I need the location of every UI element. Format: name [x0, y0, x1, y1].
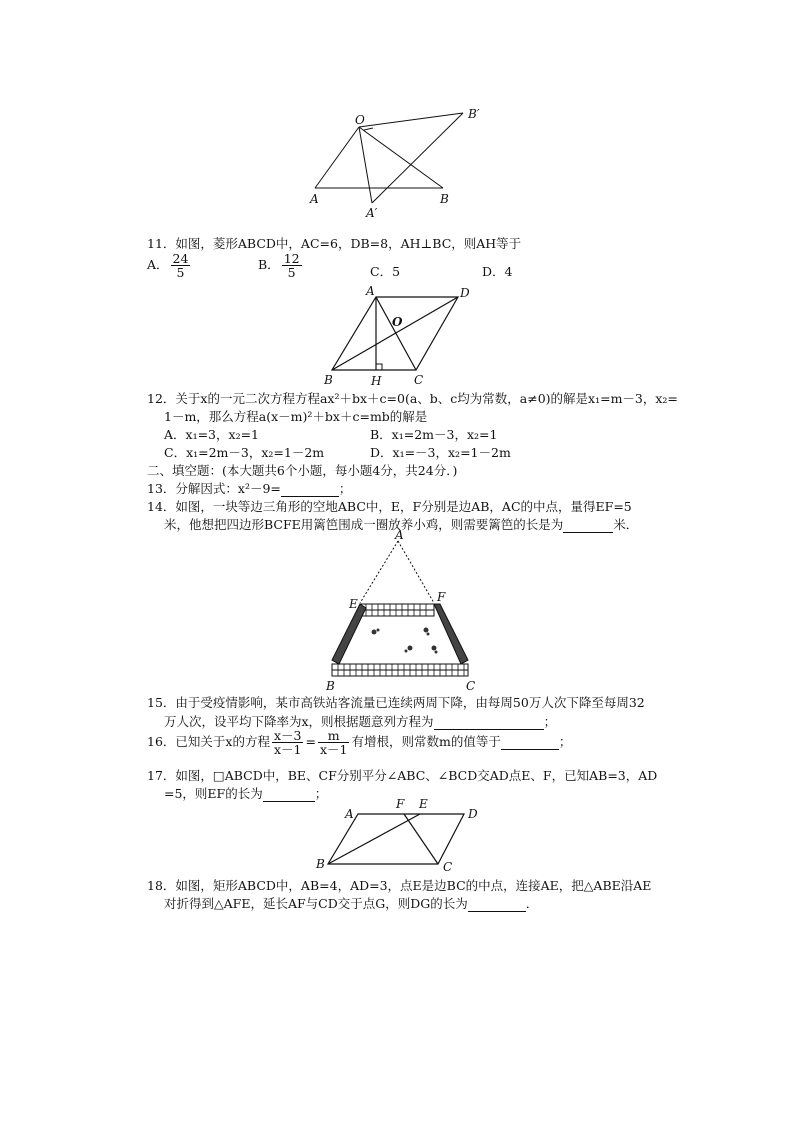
label-B: B: [324, 373, 333, 387]
q12-line1: 12．关于x的一元二次方程方程ax²＋bx＋c=0(a、b、c均为常数，a≠0)的解是x₁=m－3，x₂=: [147, 391, 678, 406]
q14-line2-text: 米，他想把四边形BCFE用篱笆围成一圈放养小鸡，则需要篱笆的长是为: [164, 517, 564, 532]
q12-option-c: C．x₁=2m－3，x₂=1－2m: [164, 445, 325, 460]
equals-sign: =: [305, 734, 316, 749]
label-A-prime: A′: [366, 206, 378, 220]
q14-end: 米．: [613, 517, 639, 532]
label-D: D: [460, 286, 470, 300]
label-E: E: [349, 597, 358, 611]
q17-end: ；: [314, 786, 328, 801]
label-F: F: [396, 797, 405, 811]
q11-option-d-value: 4: [504, 264, 513, 279]
q16-post: 有增根，则常数m的值等于: [351, 734, 501, 749]
denominator: 5: [287, 265, 296, 280]
denominator: x－1: [273, 742, 302, 757]
label-O: O: [355, 113, 365, 127]
q11-option-c-value: 5: [392, 264, 401, 279]
q11-option-a-label: A．: [147, 257, 169, 272]
q15-line1: 15．由于受疫情影响，某市高铁站客流量已连续两周下降，由每周50万人次下降至每周32: [147, 695, 645, 710]
label-A: A: [345, 807, 354, 821]
q11-stem: 11．如图，菱形ABCD中，AC=6，DB=8，AH⊥BC，则AH等于: [147, 236, 522, 251]
parallelogram-ABCD: [328, 814, 464, 864]
q13-text: 13．分解因式：x²－9=: [147, 481, 281, 496]
q15-line2-text: 万人次，设平均下降率为x，则根据题意列方程为: [164, 714, 434, 729]
q12-option-b: B．x₁=2m－3，x₂=1: [370, 427, 498, 442]
label-C: C: [466, 679, 476, 693]
label-A: A: [310, 192, 319, 206]
q12-option-a: A．x₁=3，x₂=1: [164, 427, 260, 442]
q16-pre: 16．已知关于x的方程: [147, 734, 270, 749]
numerator: 12: [283, 251, 300, 266]
label-O: O: [392, 315, 403, 329]
label-A: A: [366, 284, 375, 298]
label-C: C: [414, 373, 424, 387]
label-C: C: [443, 860, 453, 874]
label-F: F: [437, 590, 446, 604]
label-B-prime: B′: [468, 107, 480, 121]
q12-option-d: D．x₁=－3，x₂=1－2m: [370, 445, 511, 460]
numerator: x－3: [273, 728, 302, 743]
label-B: B: [326, 679, 335, 693]
denominator: 5: [176, 265, 185, 280]
label-B: B: [440, 192, 449, 206]
q17-line2-text: =5，则EF的长为: [164, 786, 263, 801]
q18-end: ．: [525, 896, 539, 911]
q11-option-c-label: C．: [370, 264, 393, 279]
label-H: H: [371, 374, 382, 388]
numerator: m: [318, 729, 350, 743]
label-E: E: [419, 797, 428, 811]
answer-blank: [468, 896, 526, 912]
section-2-heading: 二、填空题：(本大题共6个小题，每小题4分，共24分．): [147, 463, 458, 478]
q18-line2: [164, 894, 538, 912]
q18-line2-text: 对折得到△AFE，延长AF与CD交于点G，则DG的长为: [164, 896, 468, 911]
q13-end: ；: [338, 481, 352, 496]
q11-option-b-label: B．: [258, 257, 280, 272]
denominator: x－1: [319, 742, 348, 757]
q18-line1: 18．如图，矩形ABCD中，AB=4，AD=3，点E是边BC的中点，连接AE，把△ABE沿AE: [147, 878, 652, 893]
numerator: 24: [172, 251, 189, 266]
bisector-BE: [328, 814, 420, 864]
label-B: B: [316, 857, 325, 871]
q14-line1: 14．如图，一块等边三角形的空地ABC中，E，F分别是边AB，AC的中点，量得EF=5: [147, 499, 632, 514]
q11-option-d-label: D．: [482, 264, 505, 279]
q17-line1: 17．如图，□ABCD中，BE、CF分别平分∠ABC、∠BCD交AD点E、F，已知AB=3，AD: [147, 768, 658, 783]
q16-end: ；: [558, 734, 572, 749]
bisector-CF: [404, 814, 438, 864]
q15-end: ；: [543, 714, 557, 729]
label-D: D: [468, 807, 478, 821]
q12-line2: 1－m，那么方程a(x－m)²＋bx＋c=mb的解是: [164, 409, 428, 424]
label-A: A: [395, 528, 404, 542]
